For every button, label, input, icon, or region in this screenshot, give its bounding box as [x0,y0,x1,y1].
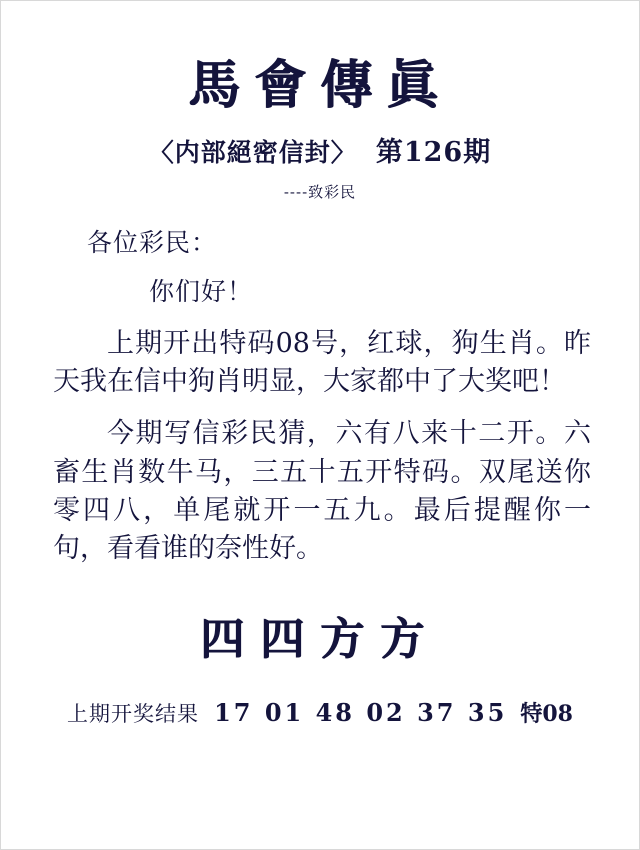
subtitle-row [31,130,609,169]
slogan-text: 四四方方 [200,613,440,665]
issue-number: 第126期 [375,136,492,168]
previous-draw-result [31,697,609,728]
result-numbers: 17 01 48 02 37 35 [214,697,508,727]
page-title: 馬會傳眞 [187,55,452,116]
letter-greeting: 各位彩民： [87,227,218,257]
letter-body [31,224,609,569]
seal-text: 〈内部絕密信封〉 [148,137,357,167]
result-special-number: 特08 [520,700,573,727]
document-inner [31,19,609,831]
letter-paragraph-1: 上期开出特码08号，红球，狗生肖。昨天我在信中狗肖明显，大家都中了大奖吧！ [53,327,591,397]
letter-greeting-second: 你们好！ [149,277,254,307]
dedication-line: ----致彩民 [283,182,357,201]
letter-paragraph-2: 今期写信彩民猜，六有八来十二开。六畜生肖数牛马，三五十五开特码。双尾送你零四八，单尾就开一五九。最后提醒你一句，看看谁的奈性好。 [53,418,591,565]
result-label: 上期开奖结果 [67,701,199,726]
